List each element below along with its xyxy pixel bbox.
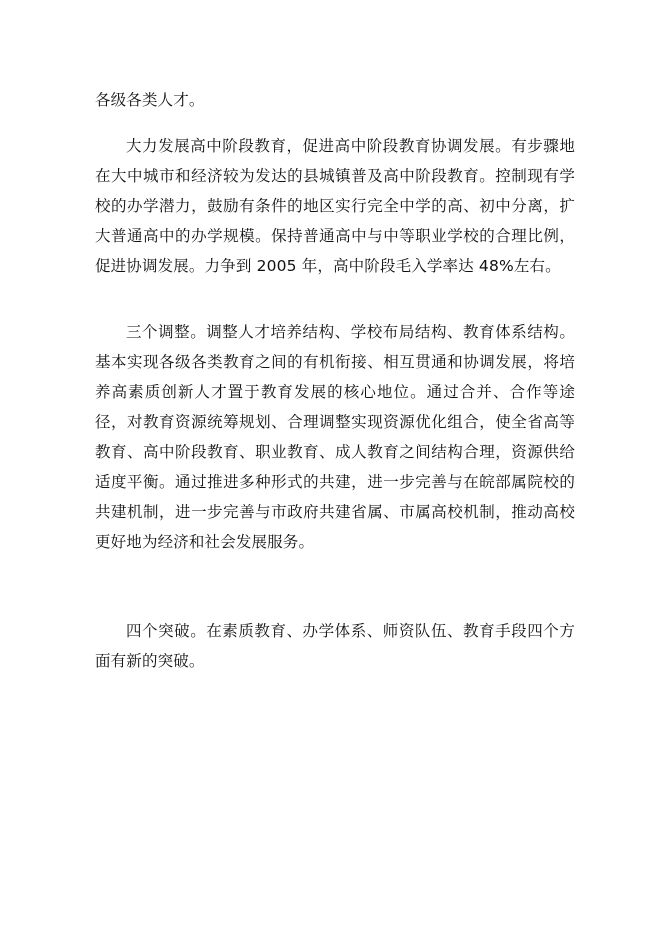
paragraph-text: 各级各类人才。: [95, 91, 205, 109]
paragraph-high-school-development: [95, 131, 575, 281]
paragraph-text: 四个突破。在素质教育、办学体系、师资队伍、教育手段四个方面有新的突破。: [95, 622, 575, 670]
paragraph-text: 大力发展高中阶段教育，促进高中阶段教育协调发展。有步骤地在大中城市和经济较为发达的县城镇普及高中阶段教育。控制现有学校的办学潜力，鼓励有条件的地区实行完全中学的高、初中分离，扩大普通高中的办学规模。保持普通高中与中等职业学校的合理比例，促进协调发展。力争到 2005 年，高中阶段毛入学率达 48%左右。: [95, 137, 575, 275]
paragraph-four-breakthroughs: [95, 616, 575, 676]
paragraph-continuation: [95, 85, 575, 115]
paragraph-three-adjustments: [95, 317, 575, 557]
paragraph-text: 三个调整。调整人才培养结构、学校布局结构、教育体系结构。基本实现各级各类教育之间的有机衔接、相互贯通和协调发展，将培养高素质创新人才置于教育发展的核心地位。通过合并、合作等途径，对教育资源统筹规划、合理调整实现资源优化组合，使全省高等教育、高中阶段教育、职业教育、成人教育之间结构合理，资源供给适度平衡。通过推进多种形式的共建，进一步完善与在皖部属院校的共建机制，进一步完善与市政府共建省属、市属高校机制，推动高校更好地为经济和社会发展服务。: [95, 323, 575, 551]
